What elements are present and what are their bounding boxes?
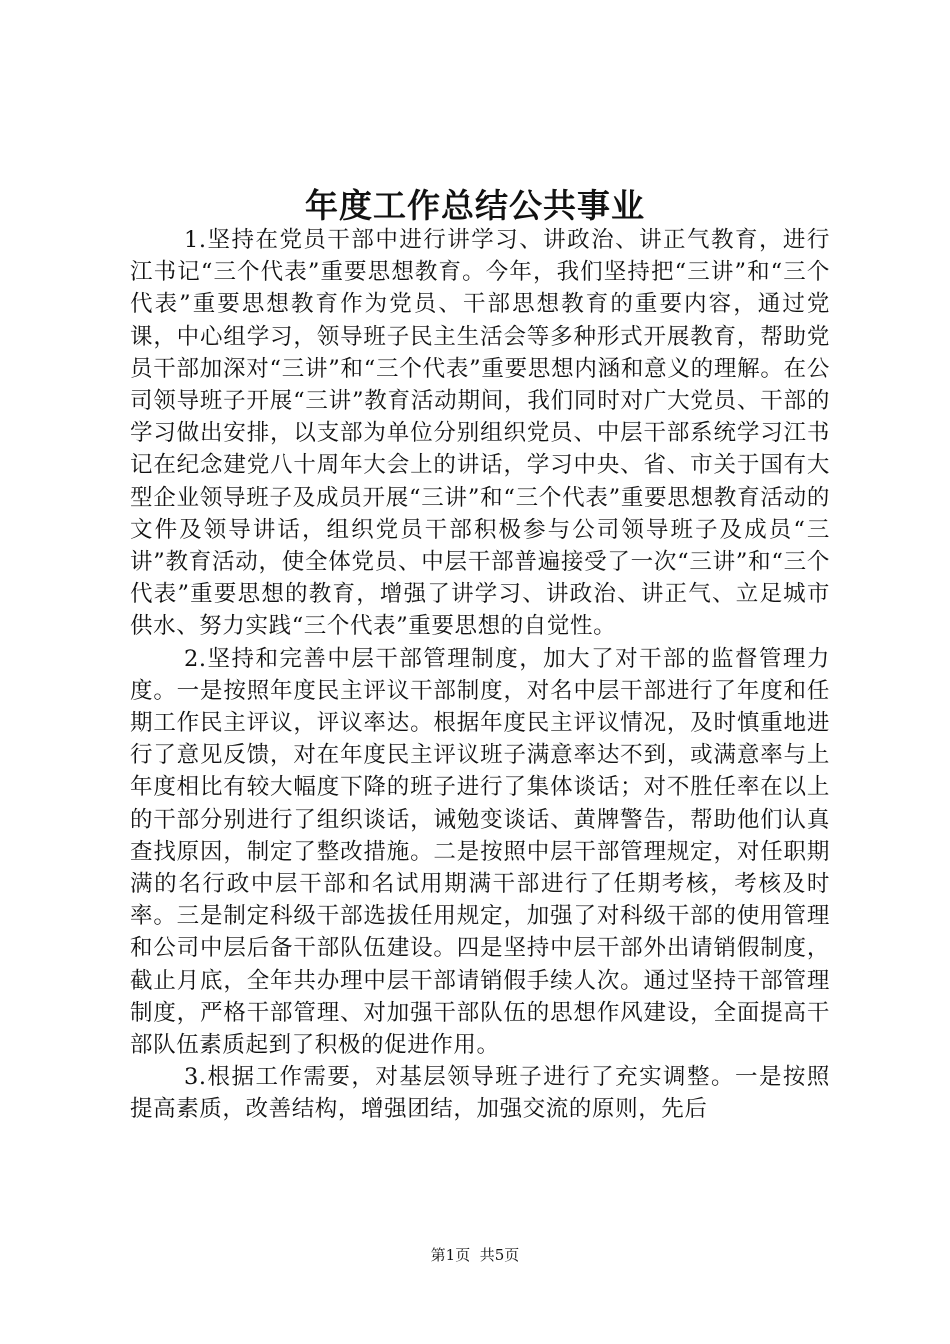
paragraph-3: 3.根据工作需要，对基层领导班子进行了充实调整。一是按照提高素质，改善结构，增强团结，加强交流的原则，先后 bbox=[130, 1064, 830, 1123]
page-footer bbox=[0, 1244, 950, 1266]
paragraph-2: 2.坚持和完善中层干部管理制度，加大了对干部的监督管理力度。一是按照年度民主评议干部制度，对名中层干部进行了年度和任期工作民主评议，评议率达。根据年度民主评议情况，及时慎重地进行了意见反馈，对在年度民主评议班子满意率达不到，或满意率与上年度相比有较大幅度下降的班子进行了集体谈话；对不胜任率在以上的干部分别进行了组织谈话，诫勉变谈话、黄牌警告，帮助他们认真查找原因，制定了整改措施。二是按照中层干部管理规定，对任职期满的名行政中层干部和名试用期满干部进行了任期考核，考核及时率。三是制定科级干部选拔任用规定，加强了对科级干部的使用管理和公司中层后备干部队伍建设。四是坚持中层干部外出请销假制度，截止月底，全年共办理中层干部请销假手续人次。通过坚持干部管理制度，严格干部管理、对加强干部队伍的思想作风建设，全面提高干部队伍素质起到了积极的促进作用。 bbox=[130, 645, 830, 1059]
paragraph-1: 1.坚持在党员干部中进行讲学习、讲政治、讲正气教育，进行江书记“三个代表”重要思想教育。今年，我们坚持把“三讲”和“三个代表”重要思想教育作为党员、干部思想教育的重要内容，通过党课，中心组学习，领导班子民主生活会等多种形式开展教育，帮助党员干部加深对“三讲”和“三个代表”重要思想内涵和意义的理解。在公司领导班子开展“三讲”教育活动期间，我们同时对广大党员、干部的学习做出安排，以支部为单位分别组织党员、中层干部系统学习江书记在纪念建党八十周年大会上的讲话，学习中央、省、市关于国有大型企业领导班子及成员开展“三讲”和“三个代表”重要思想教育活动的文件及领导讲话，组织党员干部积极参与公司领导班子及成员“三讲”教育活动，使全体党员、中层干部普遍接受了一次“三讲”和“三个代表”重要思想的教育，增强了讲学习、讲政治、讲正气、立足城市供水、努力实践“三个代表”重要思想的自觉性。 bbox=[130, 227, 830, 640]
document-title: 年度工作总结公共事业 bbox=[305, 186, 645, 225]
page-number: 第1页 bbox=[430, 1246, 471, 1264]
document-body bbox=[130, 224, 830, 1126]
page-total: 共5页 bbox=[479, 1246, 520, 1264]
footer-spacer bbox=[470, 1246, 480, 1264]
